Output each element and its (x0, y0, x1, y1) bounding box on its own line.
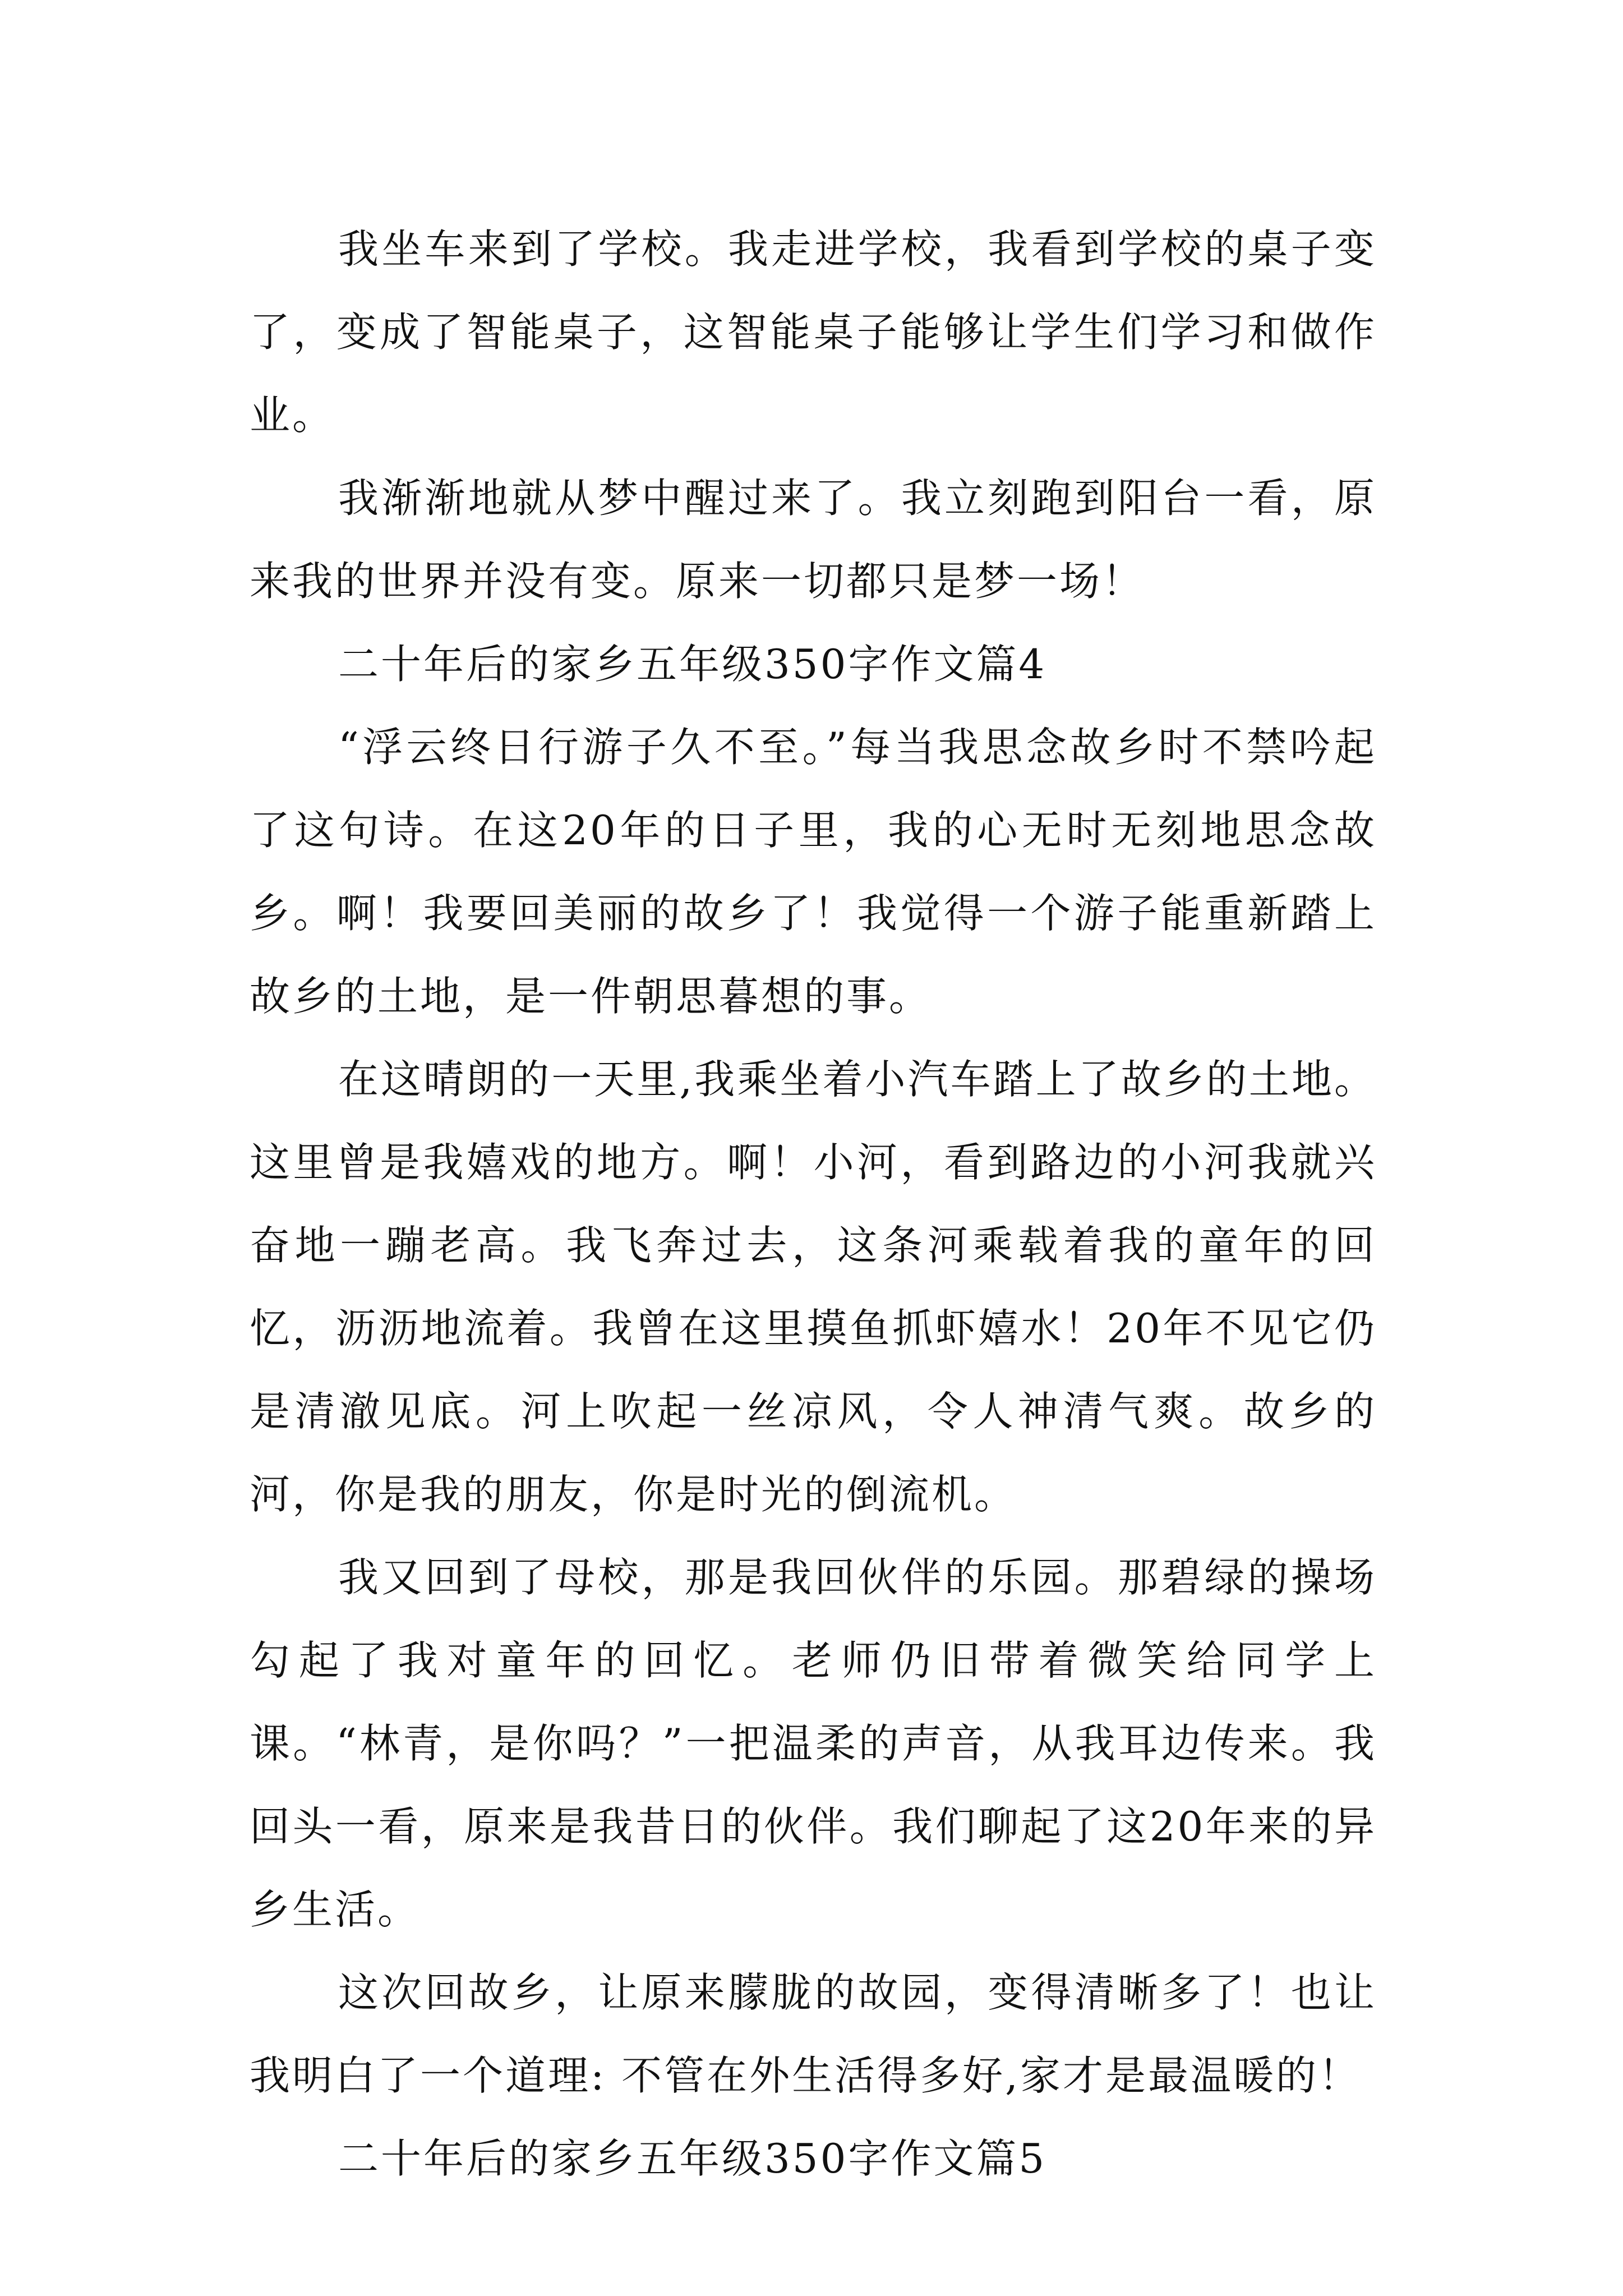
paragraph-school-desks: 我坐车来到了学校。我走进学校，我看到学校的桌子变了，变成了智能桌子，这智能桌子能够让学生们学习和做作业。 (250, 226, 1377, 439)
paragraph-homesick: “浮云终日行游子久不至。”每当我思念故乡时不禁吟起了这句诗。在这20年的日子里，我的心无时无刻地思念故乡。啊！我要回美丽的故乡了！我觉得一个游子能重新踏上故乡的土地，是一件朝思暮想的事。 (250, 724, 1377, 1020)
document-body (250, 208, 1377, 2200)
paragraph-river: 在这晴朗的一天里,我乘坐着小汽车踏上了故乡的土地。这里曾是我嬉戏的地方。啊！小河，看到路边的小河我就兴奋地一蹦老高。我飞奔过去，这条河乘载着我的童年的回忆，沥沥地流着。我曾在这里摸鱼抓虾嬉水！20年不见它仍是清澈见底。河上吹起一丝凉风，令人神清气爽。故乡的河，你是我的朋友，你是时光的倒流机。 (250, 1056, 1377, 1518)
paragraph-alma-mater: 我又回到了母校，那是我回伙伴的乐园。那碧绿的操场勾起了我对童年的回忆。老师仍旧带着微笑给同学上课。“林青，是你吗？”一把温柔的声音，从我耳边传来。我回头一看，原来是我昔日的伙伴。我们聊起了这20年来的异乡生活。 (250, 1554, 1377, 1933)
essay-heading-4: 二十年后的家乡五年级350字作文篇4 (338, 641, 1047, 688)
paragraph-conclusion: 这次回故乡，让原来朦胧的故园，变得清晰多了！也让我明白了一个道理: 不管在外生活得多好,家才是最温暖的！ (250, 1969, 1377, 2099)
essay-heading-5: 二十年后的家乡五年级350字作文篇5 (338, 2135, 1047, 2182)
paragraph-wake-up: 我渐渐地就从梦中醒过来了。我立刻跑到阳台一看，原来我的世界并没有变。原来一切都只是梦一场！ (250, 475, 1377, 605)
